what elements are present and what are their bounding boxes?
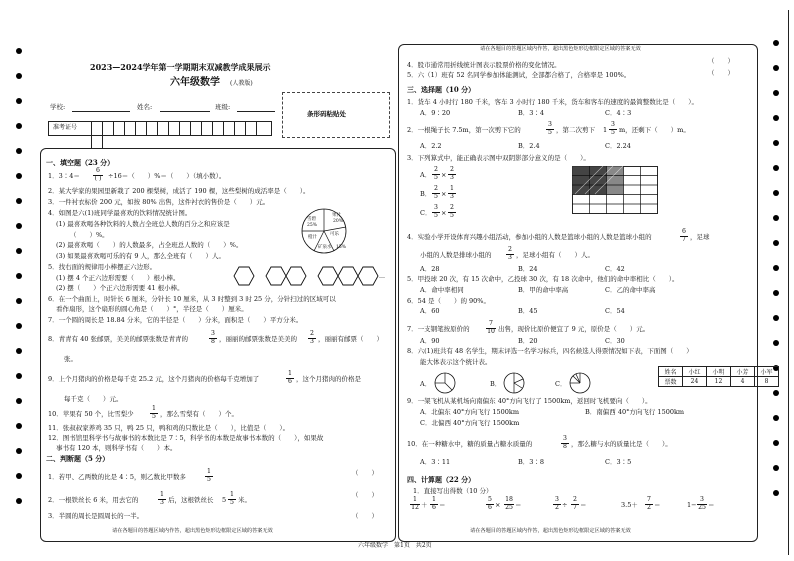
calc5-eq: ＝ bbox=[708, 501, 715, 509]
times-sign: × bbox=[441, 209, 447, 217]
exam-subject: 六年级数学 bbox=[170, 77, 220, 88]
class-field[interactable] bbox=[237, 111, 275, 112]
q9-text-c: 每千克（ ）元。 bbox=[64, 395, 123, 403]
vote-cell: 票数 bbox=[659, 377, 683, 387]
vote-header: 小芳 bbox=[731, 367, 755, 377]
vote-header: 小军 bbox=[755, 367, 779, 377]
c6-option-a[interactable]: A．60 bbox=[420, 307, 440, 315]
j1-text: 1．若甲、乙两数的比是 4∶5，则乙数比甲数多 bbox=[48, 473, 186, 481]
c1-option-c[interactable]: C．4∶3 bbox=[605, 109, 632, 117]
q1-text-b: ÷16＝（ ）%＝（ ）（填小数）。 bbox=[108, 172, 226, 180]
c4-option-a[interactable]: A．28 bbox=[420, 265, 440, 273]
c10-option-a[interactable]: A．3∶11 bbox=[420, 458, 451, 466]
r-q5-paren[interactable]: （ ） bbox=[708, 69, 734, 77]
q5b-text: (2) 摆（ ）个正六边形需要 41 根小棒。 bbox=[56, 284, 184, 292]
q9-fraction: $\frac{1}{6}$ bbox=[286, 371, 294, 385]
c9-option-b[interactable]: B．南偏西 40°方向飞行 1500km bbox=[585, 408, 685, 416]
pie-option-b bbox=[503, 372, 525, 394]
c8-option-b[interactable]: B． bbox=[490, 380, 502, 388]
calc-section-title: 四、计算题（22 分） bbox=[407, 475, 476, 484]
vote-header: 小红 bbox=[683, 367, 707, 377]
q9-text-b: ，这个月猪肉的价格是 bbox=[296, 375, 361, 383]
q8-text-a: 8．青青有 40 张邮票，美美的邮票张数是青青的 bbox=[48, 335, 189, 343]
calc5-frac: $\frac{3}{25}$ bbox=[698, 496, 706, 511]
c3-option-c[interactable]: C． bbox=[420, 209, 432, 217]
r-q4-paren[interactable]: （ ） bbox=[708, 57, 734, 65]
calc1-op: ＋ bbox=[421, 501, 428, 509]
c1-text: 1．货车 4 小时行 180 千米，客车 3 小时行 180 千米，货车和客车的速度的最简整数比是（ ）。 bbox=[407, 98, 698, 106]
name-field[interactable] bbox=[160, 111, 210, 112]
pie-pct-water: 15% bbox=[336, 245, 347, 250]
j2-fraction-a: $\frac{1}{3}$ bbox=[158, 492, 166, 506]
j2-text-a: 2．一根铁丝长 6 米，用去它的 bbox=[48, 496, 139, 504]
times-sign: × bbox=[441, 190, 447, 198]
q6b-text: 看作扇形，这个扇形的圆心角是（ ）°，半径是（ ）厘米。 bbox=[56, 305, 248, 313]
c8-text: 8．六(1)班共有 48 名学生，期末评选一名学习标兵，四名候选人得票情况如下表，下面图（ ） bbox=[407, 347, 693, 355]
c7-option-b[interactable]: B．20 bbox=[518, 337, 538, 345]
right-notice-top: 请在各题目的答题区域内作答，超出黑色矩形边框限定区域的答案无效 bbox=[480, 46, 641, 52]
j1-fraction: $\frac{1}{5}$ bbox=[205, 469, 213, 483]
q10-text-a: 10．苹果有 50 个，比雪梨少 bbox=[48, 410, 134, 418]
calc4-lead: 3.5＋ bbox=[621, 501, 638, 509]
c4-text-c: 小组的人数是排球小组的 bbox=[420, 251, 492, 259]
calc-subtitle: 1．直接写出得数（10 分） bbox=[413, 487, 493, 495]
q8-text-d: 张。 bbox=[64, 355, 77, 363]
q8-fraction-a: $\frac{3}{8}$ bbox=[209, 331, 217, 345]
q2-text: 2．某大学家的果园里新栽了 200 棵梨树，成活了 190 棵，这些梨树的成活率是（ ）。 bbox=[48, 187, 310, 195]
c3-text: 3．下列算式中，能正确表示图中双阴影部分意义的是（ ）。 bbox=[407, 154, 590, 162]
c7-text-a: 7．一支钢笔按原价的 bbox=[407, 325, 470, 333]
q8-text-b: ，丽丽的邮票张数是美美的 bbox=[219, 335, 297, 343]
q8-fraction-b: $\frac{2}{3}$ bbox=[308, 331, 316, 345]
q1-fraction: 6 ( ) bbox=[94, 167, 102, 182]
c3-a-frac1: $\frac{2}{5}$ bbox=[432, 167, 440, 181]
j2-text-c: 米。 bbox=[238, 496, 251, 504]
c3-option-b[interactable]: B． bbox=[420, 190, 432, 198]
name-label: 姓名: bbox=[137, 103, 153, 111]
c4-fraction-b: $\frac{2}{3}$ bbox=[506, 247, 514, 261]
barcode-label: 条形码粘贴处 bbox=[307, 110, 346, 118]
vote-header: 姓名 bbox=[659, 367, 683, 377]
pie-label-orange: 橙汁 bbox=[308, 235, 317, 240]
c1-option-b[interactable]: B．3∶4 bbox=[518, 109, 545, 117]
fill-section-title: 一、填空题（23 分） bbox=[46, 158, 115, 167]
calc3-eq: ＝ bbox=[580, 501, 587, 509]
c5-option-c[interactable]: C．乙的命中率高 bbox=[605, 286, 656, 294]
c2-option-a[interactable]: A．2.2 bbox=[420, 142, 442, 150]
q5-text: 5．找右面的规律用小棒摆正六边形。 bbox=[48, 263, 157, 271]
c6-text: 6．54 是（ ）的 90%。 bbox=[407, 297, 490, 305]
pie-option-c bbox=[569, 372, 591, 394]
c10-fraction: $\frac{3}{8}$ bbox=[561, 436, 569, 450]
q1-text-a: 1．3∶4＝ bbox=[48, 172, 80, 180]
c2-fraction-a: $\frac{3}{5}$ bbox=[546, 122, 554, 136]
c4-text-d: ，足球小组有（ ）人。 bbox=[516, 251, 594, 259]
q4b-text: (2) 最喜欢喝（ ）的人数最多，占全班总人数的（ ）%。 bbox=[56, 241, 243, 249]
c6-option-c[interactable]: C．54 bbox=[605, 307, 625, 315]
c9-option-a[interactable]: A．北偏东 40°方向飞行 1500km bbox=[420, 408, 519, 416]
q4c-text: (3) 如果最喜欢喝可乐的有 9 人，那么全班有（ ）人。 bbox=[56, 252, 226, 260]
c10-text-b: ，那么糖与水的质量比是（ ）。 bbox=[571, 440, 672, 448]
vote-cell: 8 bbox=[755, 377, 779, 387]
j2-text-b: 后，这根铁丝长 bbox=[168, 496, 214, 504]
j3-paren[interactable]: （ ） bbox=[352, 512, 378, 520]
c7-fraction: $\frac{7}{10}$ bbox=[487, 320, 495, 335]
c3-c-frac2: $\frac{2}{5}$ bbox=[448, 205, 456, 219]
c8-option-c[interactable]: C． bbox=[555, 380, 567, 388]
c5-option-a[interactable]: A．命中率相同 bbox=[420, 286, 464, 294]
calc1-frac-a: $\frac{1}{12}$ bbox=[411, 496, 419, 511]
right-notice-bottom: 请在各题目的答题区域内作答，超出黑色矩形边框限定区域的答案无效 bbox=[470, 528, 631, 534]
c8-option-a[interactable]: A． bbox=[420, 380, 432, 388]
times-sign: × bbox=[441, 171, 447, 179]
c7-option-a[interactable]: A．90 bbox=[420, 337, 440, 345]
c4-text-b: ，足球 bbox=[690, 233, 710, 241]
exam-number-label: 准考证号 bbox=[53, 124, 78, 131]
q4a2-text: （ ）%。 bbox=[70, 231, 109, 239]
j2-fraction-b: $\frac{1}{5}$ bbox=[228, 492, 236, 506]
calc4-eq: ＝ bbox=[654, 501, 661, 509]
exam-title: 2023—2024学年第一学期期末双减教学成果展示 bbox=[90, 62, 271, 72]
c10-option-c[interactable]: C．3∶5 bbox=[605, 458, 632, 466]
exam-edition: (人教版) bbox=[230, 80, 253, 87]
exam-number-grid[interactable] bbox=[48, 121, 272, 136]
c10-text-a: 10．在一种糖水中，糖的质量占糖水质量的 bbox=[407, 440, 533, 448]
c9-option-c[interactable]: C．北偏西 40°方向飞行 1500km bbox=[420, 419, 520, 427]
q7-text: 7．一个圆的周长是 18.84 分米，它的半径是（ ）分米，面积是（ ）平方分米。 bbox=[48, 316, 303, 324]
c6-option-b[interactable]: B．45 bbox=[518, 307, 538, 315]
page-footer: 六年级数学 第1页 共2页 bbox=[358, 542, 432, 549]
school-label: 学校: bbox=[50, 103, 66, 111]
c7-text-b: 出售，现价比原价便宜了 9 元，原价是（ ）元。 bbox=[498, 325, 650, 333]
shaded-grid-figure bbox=[572, 166, 658, 214]
left-notice-bottom: 请在各题目的答题区域内作答，超出黑色矩形边框限定区域的答案无效 bbox=[112, 528, 273, 534]
c2-text-c: m，还剩下（ ）m。 bbox=[619, 126, 690, 134]
c2-option-c[interactable]: C．2.24 bbox=[605, 142, 631, 150]
vote-cell: 4 bbox=[731, 377, 755, 387]
vote-header: 小明 bbox=[707, 367, 731, 377]
c3-b-frac2: $\frac{1}{3}$ bbox=[448, 186, 456, 200]
c5-text: 5．甲投球 20 次，有 15 次命中，乙投球 30 次，有 18 次命中，他们的命中率相比（ ）。 bbox=[407, 275, 679, 283]
calc2-op: × bbox=[495, 501, 501, 509]
c10-option-b[interactable]: B．3∶8 bbox=[518, 458, 545, 466]
svg-text:…: … bbox=[379, 273, 385, 280]
pie-label-cola: 可乐 bbox=[330, 232, 339, 237]
school-field[interactable] bbox=[72, 111, 130, 112]
c9-text: 9．一架飞机从某机场向南偏东 40°方向飞行了 1500km，返回时飞机要向（ ）。 bbox=[407, 397, 652, 405]
vote-table bbox=[658, 366, 779, 387]
calc5-lead: 1− bbox=[687, 501, 697, 509]
binder-holes-right bbox=[773, 40, 779, 515]
calc3-op: ÷ bbox=[562, 501, 568, 509]
calc2-eq: ＝ bbox=[515, 501, 522, 509]
c4-text-a: 4．实验小学开设体育兴趣小组活动，参加小组的人数是篮球小组的人数是篮球小组的 bbox=[407, 233, 652, 241]
c3-b-frac1: $\frac{2}{5}$ bbox=[432, 186, 440, 200]
edge-line bbox=[788, 10, 789, 555]
c4-fraction-a: $\frac{6}{7}$ bbox=[680, 229, 688, 243]
c2-text-b: ，第二次剪下 bbox=[556, 126, 595, 134]
calc1-eq: ＝ bbox=[439, 501, 446, 509]
c2-option-b[interactable]: B．2.4 bbox=[518, 142, 540, 150]
c2-whole: 1 bbox=[603, 126, 608, 134]
calc3-frac-b: $\frac{2}{7}$ bbox=[571, 497, 579, 511]
q9-text-a: 9．上个月猪肉的价格是每千克 25.2 元，这个月猪肉的价格每千克增加了 bbox=[48, 375, 260, 383]
c4-option-b[interactable]: B．24 bbox=[518, 265, 538, 273]
c3-c-frac1: $\frac{3}{5}$ bbox=[432, 205, 440, 219]
barcode-area bbox=[282, 92, 390, 138]
q6-text: 6．在一个曲面上，时针长 6 厘米，分针长 10 厘米，从 3 时整到 3 时 25 分，分针扫过的区域可以 bbox=[48, 295, 336, 303]
q8-text-c: ，丽丽有邮票（ ） bbox=[318, 335, 383, 343]
q12b-text: 事书有 120 本，则科学书有（ ）本。 bbox=[56, 444, 177, 452]
j1-paren[interactable]: （ ） bbox=[352, 469, 378, 477]
c4-option-c[interactable]: C．42 bbox=[605, 265, 625, 273]
calc2-frac-a: $\frac{5}{6}$ bbox=[486, 497, 494, 511]
calc1-frac-b: $\frac{1}{6}$ bbox=[430, 497, 438, 511]
j3-text: 3．半圆的周长是圆周长的一半。 bbox=[48, 512, 144, 520]
pie-pct-juice: 20% bbox=[333, 219, 344, 224]
c8b-text: 能大体表示这个统计表。 bbox=[420, 358, 492, 366]
c7-option-c[interactable]: C．30 bbox=[605, 337, 625, 345]
c1-option-a[interactable]: A．9∶20 bbox=[420, 109, 451, 117]
c2-text-a: 2．一根绳子长 7.5m，第一次剪下它的 bbox=[407, 126, 521, 134]
pie-option-a bbox=[434, 372, 456, 394]
class-label: 班级: bbox=[215, 103, 231, 111]
c3-option-a[interactable]: A． bbox=[420, 171, 432, 179]
q10-fraction: $\frac{1}{5}$ bbox=[150, 406, 158, 420]
j2-paren[interactable]: （ ） bbox=[352, 491, 378, 499]
c3-a-frac2: $\frac{2}{3}$ bbox=[448, 167, 456, 181]
pie-pct-sprite: 25% bbox=[307, 223, 318, 228]
calc4-frac: $\frac{7}{2}$ bbox=[645, 497, 653, 511]
q11-text: 11．张叔叔家养鸡 35 只，鸭 25 只，鸭和鸡的只数比是（ ），比值是（ ）。 bbox=[48, 424, 290, 432]
binder-holes-left bbox=[16, 48, 22, 523]
q5a-text: (1) 摆 4 个正六边形需要（ ）根小棒。 bbox=[56, 274, 180, 282]
hexagon-pattern bbox=[228, 264, 386, 288]
vote-cell: 12 bbox=[707, 377, 731, 387]
q4-text: 4．如图是六(1)班同学最喜欢的饮料情况统计图。 bbox=[48, 209, 192, 217]
q12-text: 12．图书馆里科学书与故事书的本数比是 7∶5，科学书的本数是故事书本数的（ ），如果故 bbox=[48, 434, 324, 442]
pie-label-sprite: 雪碧 bbox=[307, 217, 316, 222]
j2-whole: 5 bbox=[222, 496, 227, 504]
q4a-text: (1) 最喜欢喝各种饮料的人数占全班总人数的百分之和应该是 bbox=[56, 220, 230, 228]
vote-cell: 24 bbox=[683, 377, 707, 387]
pie-label-juice: 果汁 bbox=[332, 213, 341, 218]
c2-fraction-b: $\frac{3}{5}$ bbox=[609, 122, 617, 136]
pie-label-water: 矿泉水 bbox=[318, 245, 332, 250]
calc3-frac-a: $\frac{3}{2}$ bbox=[553, 497, 561, 511]
choice-section-title: 三、选择题（10 分） bbox=[407, 85, 476, 94]
c5-option-b[interactable]: B．甲的命中率高 bbox=[518, 286, 569, 294]
r-q4-text: 4．股市通常用折线统计图表示股票价格的变化情况。 bbox=[407, 61, 561, 69]
calc2-frac-b: $\frac{18}{25}$ bbox=[505, 496, 513, 511]
q10-text-b: ，那么雪梨有（ ）个。 bbox=[160, 410, 238, 418]
r-q5-text: 5．六（1）班有 52 名同学参加体能测试，全部都合格了，合格率是 100%。 bbox=[407, 71, 631, 79]
judge-section-title: 二、判断题（5 分） bbox=[46, 454, 110, 463]
q3-text: 3．一件衬衣标价 200 元，如按 80% 出售，这件衬衣的售价是（ ）元。 bbox=[48, 198, 270, 206]
